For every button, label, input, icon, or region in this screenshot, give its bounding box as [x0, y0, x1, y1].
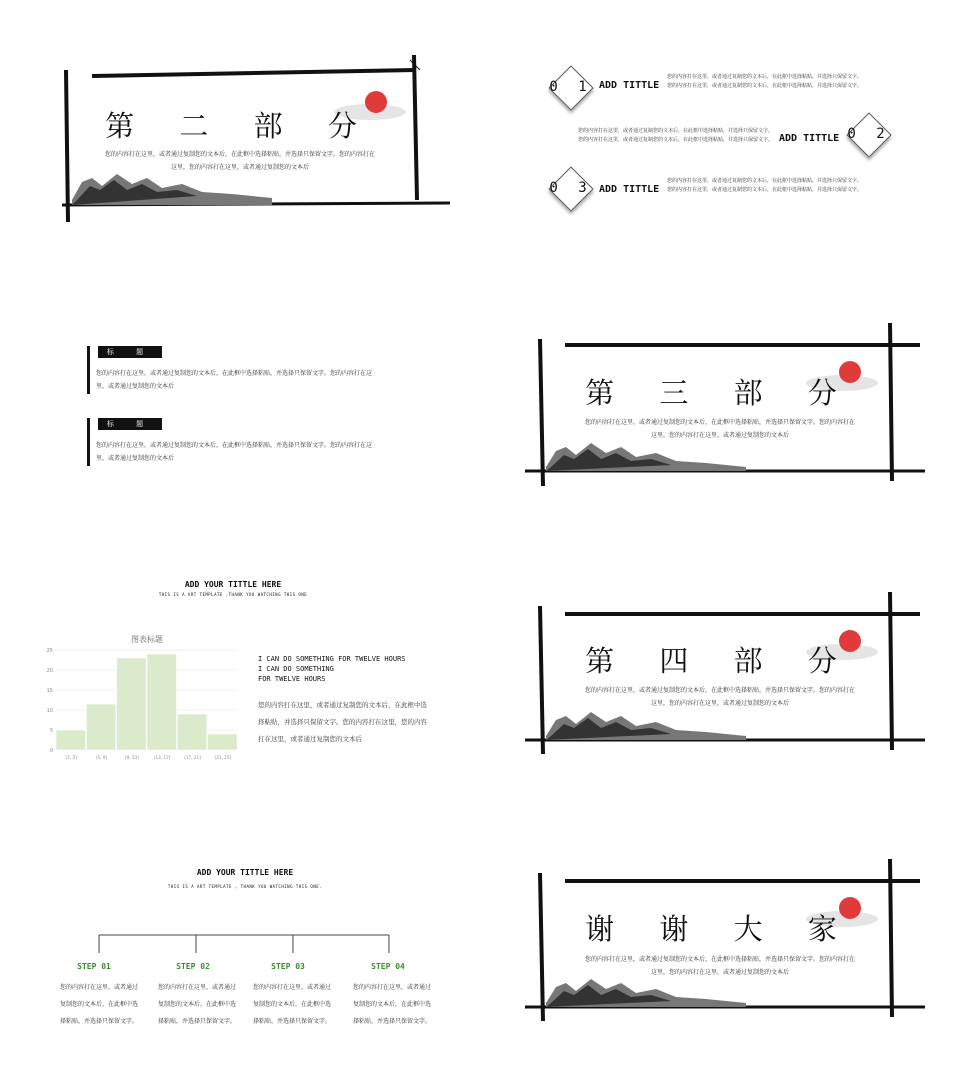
- bar: [147, 654, 177, 750]
- label-text-line: 里，或者通过复制您的文本后: [96, 455, 175, 462]
- y-tick-label: 5: [49, 728, 53, 734]
- label-accent-bar: [87, 346, 90, 394]
- x-tick-label: (21, 25]: [214, 755, 232, 760]
- body-line: 您的内容打在这里，或者通过复制您的文本后，在此框中选择粘贴，并选择只保留文字。您的内容打在: [584, 956, 855, 963]
- body-line: 这里，您的内容打在这里，或者通过复制您的文本后: [650, 432, 789, 439]
- slide-labels[interactable]: [0, 271, 480, 542]
- body-line: 这里，您的内容打在这里，或者通过复制您的文本后: [650, 700, 789, 707]
- slide-thanks[interactable]: [480, 813, 960, 1084]
- section-body: [540, 684, 900, 710]
- step-text-line: 您的内容打在这里，或者通过: [253, 984, 332, 991]
- item-text: 您的内容打在这里，或者通过复制您的文本后，在此框中选择粘贴，并选择只保留文字。您的内容打在这里，或者通过复制您的文本后，在此框中选择粘贴，并选择只保留文字。: [577, 128, 773, 143]
- slide-heading: ADD YOUR TITTLE HERE: [184, 580, 282, 589]
- step-text: [60, 979, 150, 1030]
- slide-heading: ADD YOUR TITTLE HERE: [196, 868, 294, 877]
- body-line: 这里，您的内容打在这里，或者通过复制您的文本后: [650, 969, 789, 976]
- x-tick-label: (13, 17]: [153, 755, 171, 760]
- slide-steps[interactable]: [0, 813, 480, 1084]
- step-connector-lines: [0, 813, 480, 1084]
- label-tag: 标 题: [98, 346, 162, 358]
- section-title: 第 四 部 分: [585, 644, 855, 678]
- slide-part-2[interactable]: [0, 0, 480, 271]
- mono-text: [258, 654, 406, 684]
- slide-list[interactable]: [480, 0, 960, 271]
- mono-text-line: I CAN DO SOMETHING FOR TWELVE HOURS: [258, 655, 406, 663]
- mono-text-line: FOR TWELVE HOURS: [258, 675, 326, 683]
- step-text: [253, 979, 343, 1030]
- body-line: 您的内容打在这里，或者通过复制您的文本后，在此框中选择粘贴，并选择只保留文字。您的内容打在: [584, 687, 855, 694]
- x-tick-label: (9, 13]: [124, 755, 139, 760]
- ink-brush-frame: [480, 813, 960, 1084]
- step-text-line: 复制您的文本后，在此框中选: [60, 1001, 139, 1008]
- step-text-line: 您的内容打在这里，或者通过: [158, 984, 237, 991]
- bar: [86, 704, 116, 750]
- chart-paragraph: [258, 697, 427, 748]
- section-body: [60, 148, 420, 174]
- histogram-chart: [38, 632, 243, 762]
- slide-part-4[interactable]: [480, 542, 960, 813]
- y-tick-label: 20: [46, 668, 53, 674]
- step-text-line: 您的内容打在这里，或者通过: [60, 984, 139, 991]
- y-tick-label: 15: [46, 688, 53, 694]
- section-title: 第 二 部 分: [105, 109, 375, 143]
- bar: [117, 658, 147, 750]
- y-tick-label: 25: [46, 648, 53, 654]
- section-body: [540, 953, 900, 979]
- item-number: 0 2: [847, 126, 891, 142]
- y-tick-label: 0: [49, 748, 53, 754]
- step-text-line: 择粘贴，并选择只保留文字。: [253, 1018, 332, 1025]
- label-text-line: 您的内容打在这里，或者通过复制您的文本后，在此框中选择粘贴，并选择只保留文字。您的内容打在这: [96, 370, 373, 377]
- slide-part-3[interactable]: [480, 271, 960, 542]
- step-text-line: 复制您的文本后，在此框中选: [158, 1001, 237, 1008]
- step-label: STEP 04: [371, 962, 405, 971]
- step-text: [158, 979, 248, 1030]
- step-text-line: 您的内容打在这里，或者通过: [353, 984, 432, 991]
- bar: [177, 714, 207, 750]
- item-number: 0 1: [549, 79, 593, 95]
- slide-chart[interactable]: [0, 542, 480, 813]
- step-text-line: 择粘贴，并选择只保留文字。: [353, 1018, 432, 1025]
- x-tick-label: [1, 5]: [65, 755, 77, 760]
- step-text-line: 复制您的文本后，在此框中选: [253, 1001, 332, 1008]
- body-line: 您的内容打在这里，或者通过复制您的文本后，在此框中选择粘贴，并选择只保留文字。您的内容打在: [104, 151, 375, 158]
- slide-subheading: THIS IS A ART TEMPLATE , THANK YOU WATCHING THIS ONE.: [167, 884, 323, 889]
- label-text-line: 里，或者通过复制您的文本后: [96, 383, 175, 390]
- item-title: ADD TITTLE: [599, 80, 660, 91]
- x-tick-label: (5, 9]: [95, 755, 108, 760]
- paragraph-line: 择粘贴，并选择只保留文字。您的内容打在这里，您的内容: [258, 718, 427, 726]
- bar: [56, 730, 86, 750]
- step-text: [353, 979, 443, 1030]
- item-title: ADD TITTLE: [779, 133, 840, 144]
- slide-subheading: THIS IS A ART TEMPLATE ,THANK YOU WATCHING THIS ONE: [158, 592, 308, 597]
- label-text-line: 您的内容打在这里，或者通过复制您的文本后，在此框中选择粘贴，并选择只保留文字。您的内容打在这: [96, 442, 373, 449]
- item-text: 您的内容打在这里，或者通过复制您的文本后，在此框中选择粘贴，并选择只保留文字。您的内容打在这里，或者通过复制您的文本后，在此框中选择粘贴，并选择只保留文字。: [667, 178, 863, 193]
- paragraph-line: 您的内容打在这里，或者通过复制您的文本后，在此框中选: [258, 701, 427, 709]
- chart-title: 图表标题: [131, 635, 163, 644]
- paragraph-line: 打在这里，或者通过复制您的文本后: [258, 735, 362, 743]
- item-number: 0 3: [549, 180, 593, 196]
- section-body: [540, 416, 900, 442]
- step-text-line: 择粘贴，并选择只保留文字。: [60, 1018, 139, 1025]
- step-text-line: 择粘贴，并选择只保留文字。: [158, 1018, 237, 1025]
- item-title: ADD TITTLE: [599, 184, 660, 195]
- body-line: 您的内容打在这里，或者通过复制您的文本后，在此框中选择粘贴，并选择只保留文字。您的内容打在: [584, 419, 855, 426]
- step-label: STEP 01: [77, 962, 111, 971]
- label-text: [96, 367, 372, 393]
- label-text: [96, 439, 372, 465]
- label-tag: 标 题: [98, 418, 162, 430]
- y-tick-label: 10: [46, 708, 53, 714]
- step-label: STEP 03: [271, 962, 305, 971]
- step-label: STEP 02: [176, 962, 210, 971]
- x-tick-label: (17, 21]: [184, 755, 201, 760]
- section-title: 第 三 部 分: [585, 376, 855, 410]
- section-title: 谢 谢 大 家: [585, 912, 855, 946]
- step-text-line: 复制您的文本后，在此框中选: [353, 1001, 432, 1008]
- bar: [208, 734, 238, 750]
- item-text: 您的内容打在这里，或者通过复制您的文本后，在此框中选择粘贴，并选择只保留文字。您的内容打在这里，或者通过复制您的文本后，在此框中选择粘贴，并选择只保留文字。: [667, 74, 863, 89]
- mono-text-line: I CAN DO SOMETHING: [258, 665, 334, 673]
- label-accent-bar: [87, 418, 90, 466]
- body-line: 这里，您的内容打在这里，或者通过复制您的文本后: [170, 164, 309, 171]
